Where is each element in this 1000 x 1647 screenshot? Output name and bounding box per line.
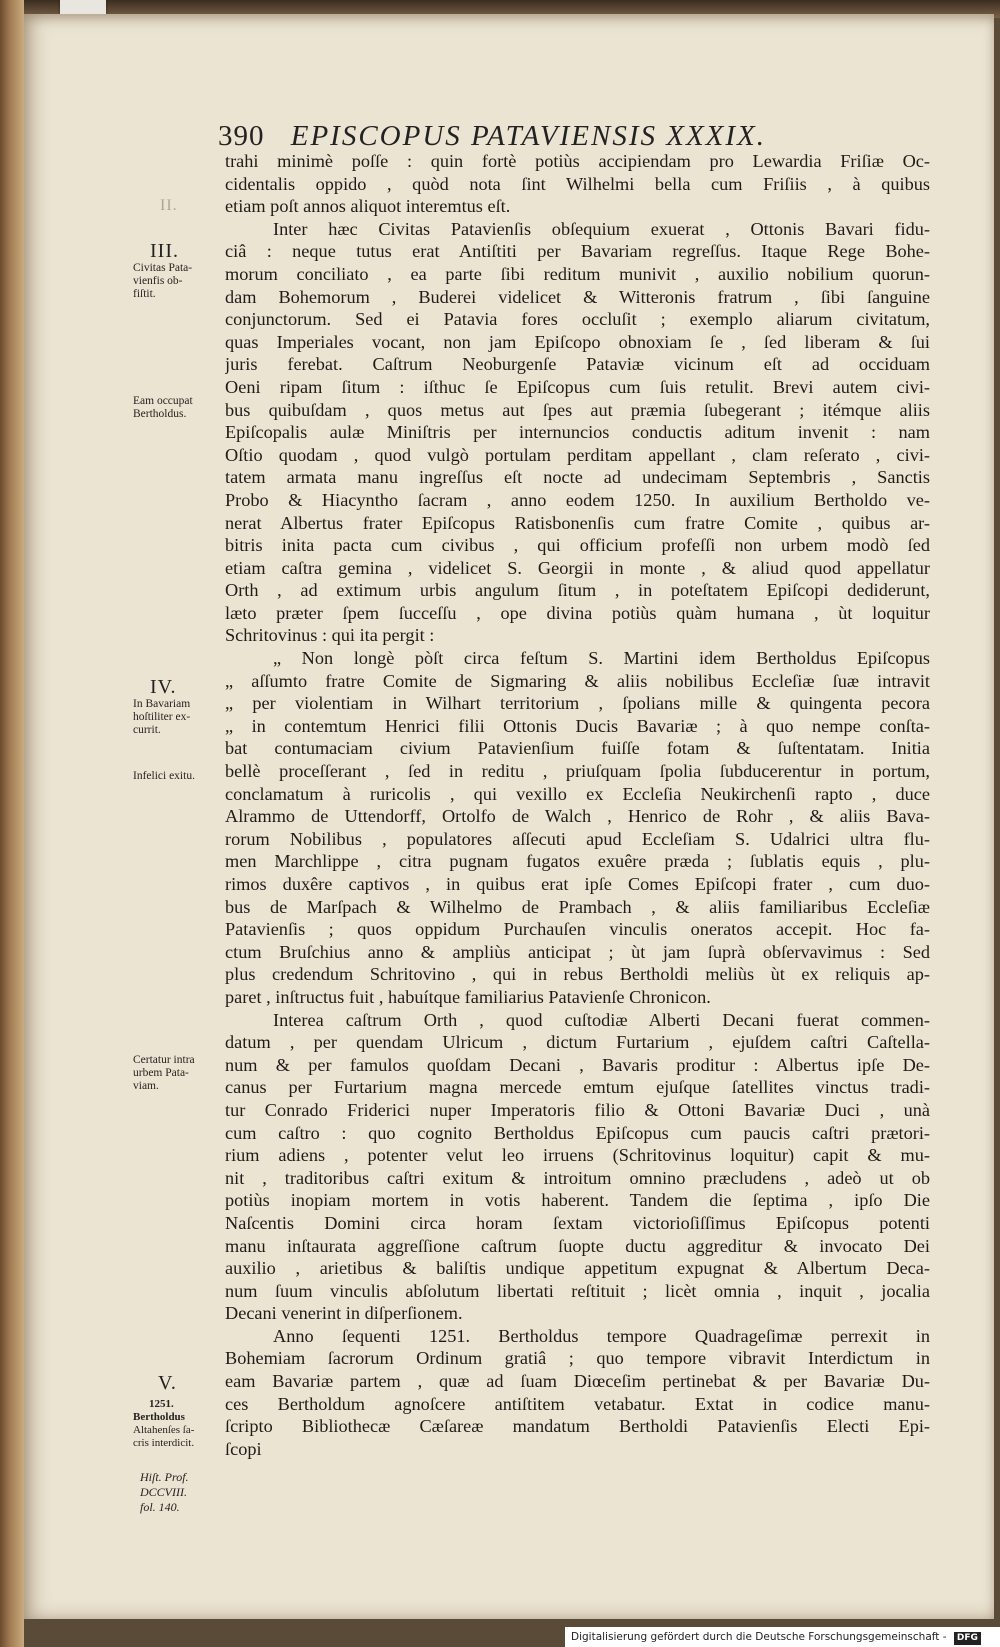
text-line: paret , inſtructus fuit , habuítque familiarius Patavienſe Chronicon. <box>225 986 711 1007</box>
text-line: conjunctorum. Sed ei Patavia fores occluſit ; exemplo aliarum civitatum, <box>225 309 930 330</box>
margin-line: In Bavariam <box>133 698 191 710</box>
text-line: Interea caſtrum Orth , quod cuſtodiæ Alberti Decani fuerat commen- <box>273 1009 930 1030</box>
text-line: plus credendum Schritovino , qui in rebus Bertholdi meliùs ùt ex reliquis ap- <box>225 964 930 985</box>
section-number-ghost: II. <box>160 197 178 214</box>
text-line: „ per violentiam in Wilhart territorium , ſpolians mille & quingenta pecora <box>225 693 930 714</box>
text-line: manu inſtaurata aggreſſione caſtrum ſuopte ductu aggreditur & invocato Dei <box>225 1235 930 1256</box>
margin-line: DCCVIII. <box>140 1485 187 1499</box>
margin-line: viam. <box>133 1080 159 1092</box>
text-line: Patavienſis ; quos oppidum Purchauſen vinculis oneratos accepit. Hoc fa- <box>225 919 930 940</box>
margin-note-eam-occupat <box>133 395 225 421</box>
text-line: men Marchlippe , citra pugnam fugatos exuêre præda ; ſublatis equis , plu- <box>225 851 930 872</box>
text-line: Epiſcopalis aulæ Miniſtris per internuncios conductis aditum invenit : nam <box>225 422 930 443</box>
margin-line: cris interdicit. <box>133 1437 195 1449</box>
text-line: rorum Nobilibus , populatores aſſecuti apud Eccleſiam S. Udalrici ultra flu- <box>225 828 930 849</box>
dfg-logo: DFG <box>954 1632 981 1645</box>
digitization-footer <box>565 1627 1000 1647</box>
text-line: bitris inita pacta cum civibus , qui officium profeſſi non urbem modò ſed <box>225 535 930 556</box>
text-line: rimos duxêre captivos , in quibus erat ipſe Comes Epiſcopi frater , cum duo- <box>225 874 930 894</box>
margin-note-civitas <box>133 262 225 301</box>
text-line: Oeni ripam ſitum : iſthuc ſe Epiſcopus cum ſuis retulit. Brevi autem civi- <box>225 376 930 397</box>
margin-note-anno-1251 <box>133 1398 225 1450</box>
text-line: Alrammo de Uttendorff, Ortolfo de Walch , Henrico de Rohr , & aliis Bava- <box>225 806 930 827</box>
margin-note-infelici <box>133 770 225 783</box>
margin-line: urbem Pata- <box>133 1067 189 1079</box>
text-line: nit , traditoribus caſtri exitum & introitum omnino præcludens , adeò ut ob <box>225 1167 930 1188</box>
text-line: cum caſtro : quo cognito Bertholdus Epiſcopus cum paucis caſtri prætori- <box>225 1122 930 1143</box>
text-line: num & per famulos quoſdam Decani , Bavaris proditur : Albertus ipſe De- <box>225 1054 930 1075</box>
text-line: Bohemiam ſacrorum Ordinum gratiâ ; quo tempore vibravit Interdictum in <box>225 1348 930 1369</box>
text-line: nerat Albertus frater Epiſcopus Ratisbonenſis cum fratre Comite , quibus ar- <box>225 512 930 533</box>
text-line: quas Imperiales vocant, non jam Epiſcopo obnoxiam ſe , ſed liberam & ſui <box>225 331 930 352</box>
margin-line: Bertholdus <box>133 1411 185 1423</box>
text-line: ſcripto Bibliothecæ Cæſareæ mandatum Bertholdi Patavienſis Electi Epi- <box>225 1416 930 1437</box>
margin-line: fol. 140. <box>140 1500 180 1514</box>
book-spine-edge <box>0 0 24 1647</box>
text-line: num ſuum vinculis abſolutum libertati reſtituit ; licèt omnia , inquit , jocalia <box>225 1280 930 1301</box>
text-line: etiam poſt annos aliquot interemtus eſt. <box>225 196 511 217</box>
text-line: Inter hæc Civitas Patavienſis obſequium exuerat , Ottonis Bavari fidu- <box>273 218 930 239</box>
text-line: „ in contemtum Henrici filii Ottonis Ducis Bavariæ ; à quo nempe conſta- <box>225 715 930 736</box>
margin-line: Eam occupat <box>133 395 193 407</box>
margin-line: Infelici exitu. <box>133 770 195 782</box>
text-line: Oſtio quodam , quod vulgò portulam perditam appellant , clam reſerato , civi- <box>225 444 930 465</box>
text-line: rium adiens , potenter velut leo irruens (Schritovinus loquitur) capit & mu- <box>225 1145 930 1166</box>
text-line: ces Bertholdum agnoſcere antiſtitem vetabatur. Extat in codice manu- <box>225 1393 930 1414</box>
text-line: ſcopi <box>225 1438 262 1459</box>
text-line: morum conciliato , ea parte ſibi reditum munivit , auxilio nobilium quorun- <box>225 263 930 284</box>
text-line: trahi minimè poſſe : quin fortè potiùs accipiendam pro Lewardia Friſiæ Oc- <box>225 151 930 171</box>
text-line: Decani venerint in diſperſionem. <box>225 1303 463 1324</box>
margin-line: Bertholdus. <box>133 408 187 420</box>
body-text <box>225 150 930 1460</box>
margin-line: Certatur intra <box>133 1054 195 1066</box>
margin-line: Hiſt. Prof. <box>140 1470 189 1484</box>
text-line: datum , per quendam Ulricum , dictum Furtarium , ejuſdem caſtri Caſtella- <box>225 1032 930 1053</box>
text-line: eam Bavariæ partem , quæ ad ſuam Diœceſim pertinebat & per Bavariæ Du- <box>225 1371 930 1392</box>
text-line: cidentalis oppido , quòd nota ſint Wilhelmi bella cum Friſiis , à quibus <box>225 173 930 194</box>
text-line: bellè proceſſerant , ſed in reditu , priuſquam ſpolia ſubducerentur in portum, <box>225 761 930 782</box>
text-line: bat contumaciam civium Patavienſium fuiſſe fotam & ſuſtentatam. Initia <box>225 738 930 759</box>
text-line: Schritovinus : qui ita pergit : <box>225 625 435 646</box>
section-number-iii: III. <box>150 240 179 262</box>
text-line: Orth , ad extimum urbis angulum ſitum , in poteſtatem Epiſcopi dediderunt, <box>225 580 930 601</box>
margin-note-hist-prof <box>140 1470 232 1515</box>
text-line: tur Conrado Friderici nuper Imperatoris filio & Ottoni Bavariæ Duci , unà <box>225 1099 930 1120</box>
text-line: „ Non longè pòſt circa feſtum S. Martini idem Bertholdus Epiſcopus <box>273 648 930 669</box>
margin-line: hoſtiliter ex- <box>133 711 191 723</box>
text-line: Probo & Hiacyntho ſacram , anno eodem 1250. In auxilium Bertholdo ve- <box>225 489 930 510</box>
page-header <box>218 120 838 154</box>
running-title: EPISCOPUS PATAVIENSIS XXXIX. <box>290 120 766 152</box>
page-number: 390 <box>218 120 265 152</box>
text-line: tatem armata manu ingreſſus eſt nocte ad undecimam Septembris , Sanctis <box>225 467 930 488</box>
margin-line: Altahenſes ſa- <box>133 1424 195 1436</box>
text-line: dam Bohemorum , Buderei videlicet & Witteronis fratrum , ſibi ſanguine <box>225 286 930 307</box>
text-line: juris ferebat. Caſtrum Neoburgenſe Pataviæ vicinum eſt ad occiduam <box>225 354 930 375</box>
text-line: etiam caſtra gemina , videlicet S. Georgii in monte , & aliud quod appellatur <box>225 557 930 578</box>
margin-note-in-bavariam <box>133 698 225 737</box>
footer-text: Digitalisierung gefördert durch die Deutsche Forschungsgemeinschaft - <box>571 1631 947 1643</box>
text-line: bus quibuſdam , quos metus aut ſpes aut præmia ſubegerant ; itémque aliis <box>225 399 930 420</box>
margin-line: fiſtit. <box>133 288 156 300</box>
text-line: auxilio , arietibus & baliſtis undique appetitum expugnat & Albertum Deca- <box>225 1258 930 1279</box>
text-line: Anno ſequenti 1251. Bertholdus tempore Quadrageſimæ perrexit in <box>273 1325 930 1346</box>
text-line: ctum Bruſchius anno & ampliùs anticipat ; ùt jam ſuprà obſervavimus : Sed <box>225 941 930 962</box>
text-line: bus de Marſpach & Wilhelmo de Prambach , & aliis familiaribus Eccleſiæ <box>225 896 930 917</box>
text-line: ciâ : neque tutus erat Antiſtiti per Bavariam regreſſus. Itaque Rege Bohe- <box>225 241 930 262</box>
text-line: læto præter ſpem ſucceſſu , ope divina potiùs quàm humana , ùt loquitur <box>225 602 930 623</box>
section-number-v: V. <box>158 1372 177 1394</box>
margin-line: currit. <box>133 724 161 736</box>
margin-line: 1251. <box>149 1398 174 1410</box>
text-line: conclamatum à ruricolis , qui vexillo ex Eccleſia Neukirchenſi rapto , duce <box>225 783 930 804</box>
text-line: „ aſſumto fratre Comite de Sigmaring & aliis nobilibus Eccleſiæ ſuæ intravit <box>225 670 930 691</box>
margin-line: vienfis ob- <box>133 275 183 287</box>
text-line: potiùs inopiam mortem in votis haberent. Tandem die ſeptima , ipſo Die <box>225 1190 930 1211</box>
text-line: canus per Furtarium magna mercede emtum ejuſque ſatellites vinctus tradi- <box>225 1077 930 1098</box>
margin-note-certatur <box>133 1054 225 1093</box>
text-line: Naſcentis Domini circa horam ſextam victorioſiſſimus Epiſcopus potenti <box>225 1212 930 1233</box>
margin-line: Civitas Pata- <box>133 262 193 274</box>
section-number-iv: IV. <box>150 676 177 698</box>
